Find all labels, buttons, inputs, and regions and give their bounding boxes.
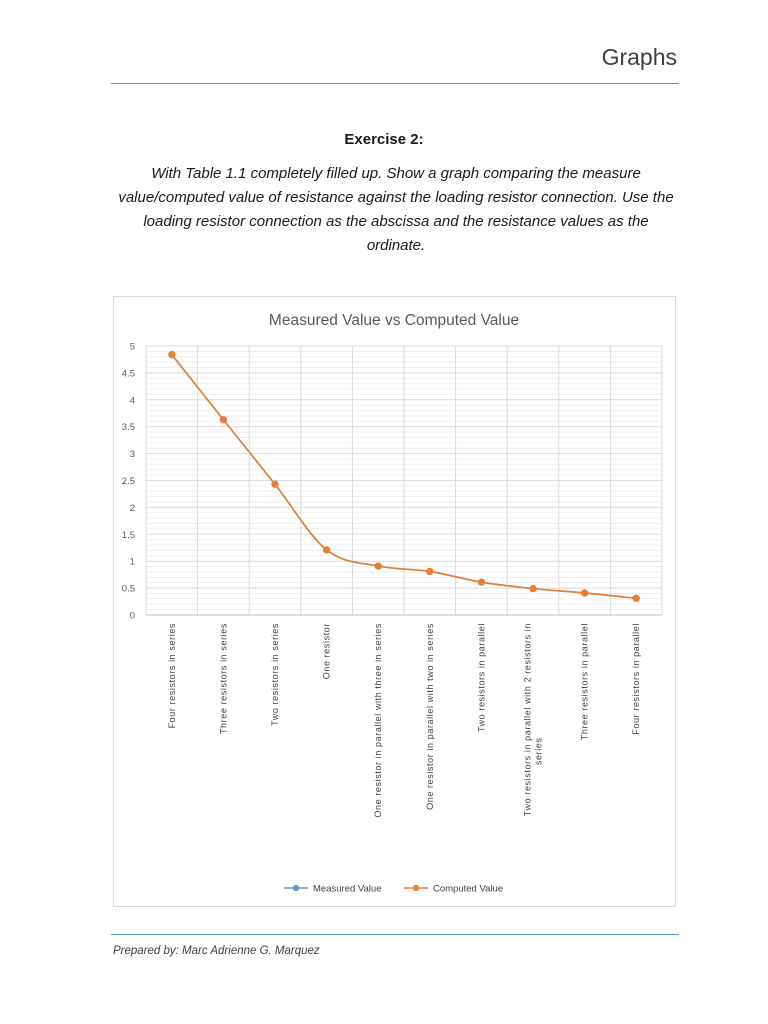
x-tick-label-line: Two resistors in parallel — [476, 623, 487, 733]
x-tick-label-line: Four resistors in series — [166, 623, 177, 729]
y-tick-label: 0.5 — [121, 583, 135, 595]
x-tick-label — [322, 623, 332, 679]
line-chart — [114, 297, 675, 906]
exercise-line: loading resistor connection as the abscissa and the resistance values as the — [143, 213, 649, 230]
y-tick-label: 4 — [129, 395, 135, 407]
y-tick-label: 2.5 — [121, 476, 135, 487]
legend-marker — [413, 885, 419, 891]
y-tick-label: 3.5 — [121, 422, 135, 434]
exercise-line: ordinate. — [366, 237, 426, 254]
y-tick-label: 0 — [129, 610, 135, 622]
legend-entry — [284, 884, 381, 895]
x-tick-label — [373, 623, 383, 818]
x-tick-label-line: One resistor in parallel with two in series — [424, 623, 435, 810]
data-point — [529, 585, 536, 592]
legend-marker — [293, 885, 299, 891]
y-tick-label: 4.5 — [121, 368, 135, 380]
x-tick-label-line: Two resistors in parallel with 2 resistors in — [522, 623, 533, 817]
exercise-line: With Table 1.1 completely filled up. Show a graph comparing the measure — [151, 165, 641, 182]
chart-container — [113, 296, 676, 907]
data-point — [271, 481, 278, 488]
exercise-title: Exercise 2: — [344, 131, 424, 148]
x-tick-label — [218, 623, 228, 734]
x-tick-label-line: Three resistors in series — [218, 623, 229, 735]
y-tick-label: 5 — [129, 341, 135, 353]
chart-title: Measured Value vs Computed Value — [268, 312, 520, 329]
x-tick-label-line: series — [533, 737, 544, 766]
data-point — [375, 562, 382, 569]
footer-divider — [111, 934, 679, 935]
y-tick-label: 1.5 — [121, 529, 135, 541]
y-tick-label: 1 — [129, 556, 135, 568]
x-tick-label-line: One resistor — [321, 623, 332, 680]
legend-entry — [404, 884, 503, 895]
data-point — [633, 595, 640, 602]
data-point — [478, 579, 485, 586]
legend-label: Computed Value — [433, 883, 504, 895]
x-tick-label-line: Four resistors in parallel — [631, 623, 642, 735]
x-tick-label — [523, 623, 544, 816]
data-point — [220, 416, 227, 423]
data-point — [323, 546, 330, 553]
x-tick-label — [580, 623, 590, 740]
x-tick-label-line: Two resistors in series — [270, 623, 280, 726]
x-tick-label-line: Three resistors in parallel — [579, 623, 590, 741]
x-tick-label — [476, 623, 486, 732]
x-tick-label — [270, 623, 280, 726]
data-point — [168, 351, 175, 358]
legend-label: Measured Value — [313, 883, 382, 895]
exercise-line: value/computed value of resistance against the loading resistor connection. Use the — [118, 189, 674, 206]
data-point — [426, 568, 433, 575]
data-point — [581, 589, 588, 596]
y-tick-label: 3 — [129, 449, 135, 461]
footer-prepared-by: Prepared by: Marc Adrienne G. Marquez — [113, 945, 320, 957]
x-tick-label — [631, 623, 641, 735]
y-tick-label: 2 — [129, 502, 135, 514]
x-tick-label — [167, 623, 177, 728]
x-tick-label-line: One resistor in parallel with three in series — [373, 623, 384, 818]
page-header-title: Graphs — [601, 44, 677, 70]
header-divider — [111, 83, 679, 84]
x-tick-label — [425, 623, 435, 810]
exercise-instructions — [112, 162, 680, 258]
